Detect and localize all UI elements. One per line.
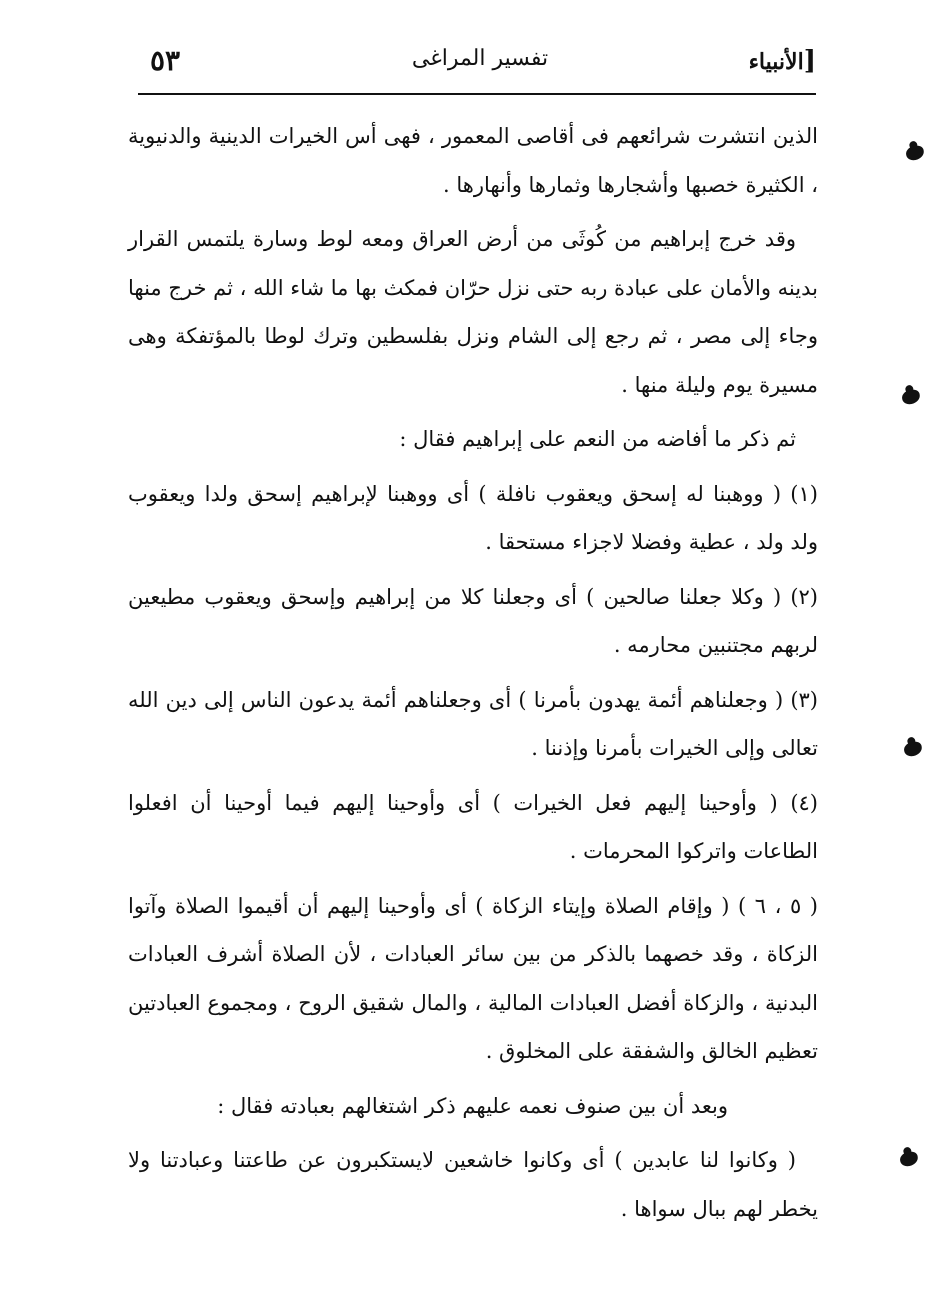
paragraph: وقد خرج إبراهيم من كُوثَى من أرض العراق ومعه لوط وسارة يلتمس القرار بدينه والأمان على عبادة ربه حتى نزل حرّان فمكث بها ما شاء الله ، ثم خرج منها وجاء إلى مصر ، ثم رجع إلى الشام ونزل بفلسطين وترك لوطا بالمؤتفكة وهى مسيرة يوم وليلة منها . — [128, 227, 818, 397]
ornament-icon — [899, 1150, 920, 1167]
paragraph: (٢) ( وكلا جعلنا صالحين ) أى وجعلنا كلا من إبراهيم وإسحق ويعقوب مطيعين لربهم مجتنبين محارمه . — [128, 584, 818, 657]
paragraph: (١) ( ووهبنا له إسحق ويعقوب نافلة ) أى ووهبنا لإبراهيم إسحق ولدا ويعقوب ولد ولد ، عطية وفضلا لاجزاء مستحقا . — [128, 481, 818, 554]
chapter-label: الأنبياء — [748, 49, 804, 75]
paragraph: الذين انتشرت شرائعهم فى أقاصى المعمور ، فهى أس الخيرات الدينية والدنيوية ، الكثيرة خصبها وأشجارها وثمارها وأنهارها . — [128, 124, 818, 197]
paragraph: ( وكانوا لنا عابدين ) أى وكانوا خاشعين لايستكبرون عن طاعتنا وعبادتنا ولا يخطر لهم ببال سواها . — [128, 1148, 818, 1221]
chapter-bracket: ] — [803, 46, 816, 76]
paragraph: (٣) ( وجعلناهم أئمة يهدون بأمرنا ) أى وجعلناهم أئمة يدعون الناس إلى دين الله تعالى وإلى الخيرات بأمرنا وإذننا . — [128, 687, 818, 760]
page-number: ٥٣ — [150, 44, 181, 77]
header-rule — [138, 93, 816, 95]
paragraph: وبعد أن بين صنوف نعمه عليهم ذكر اشتغالهم بعبادته فقال : — [217, 1093, 728, 1118]
body-text — [128, 112, 818, 1239]
book-title: تفسير المراغى — [411, 46, 549, 71]
ornament-icon — [905, 144, 926, 161]
ornament-icon — [901, 388, 922, 405]
page-header — [140, 40, 820, 86]
paragraph: ثم ذكر ما أفاضه من النعم على إبراهيم فقال : — [399, 427, 796, 451]
chapter-name — [749, 46, 816, 76]
paragraph: ( ٥ ، ٦ ) ( وإقام الصلاة وإيتاء الزكاة ) أى وأوحينا إليهم أن أقيموا الصلاة وآتوا الزكاة ، وقد خصهما بالذكر من بين سائر العبادات ، لأن الصلاة أشرف العبادات البدنية ، والزكاة أفضل العبادات المالية ، والمال شقيق الروح ، ومجموع العبادتين تعظيم الخالق والشفقة على المخلوق . — [128, 893, 818, 1063]
ornament-icon — [903, 740, 924, 757]
paragraph: (٤) ( وأوحينا إليهم فعل الخيرات ) أى وأوحينا إليهم فيما أوحينا أن افعلوا الطاعات واتركوا المحرمات . — [128, 790, 818, 863]
